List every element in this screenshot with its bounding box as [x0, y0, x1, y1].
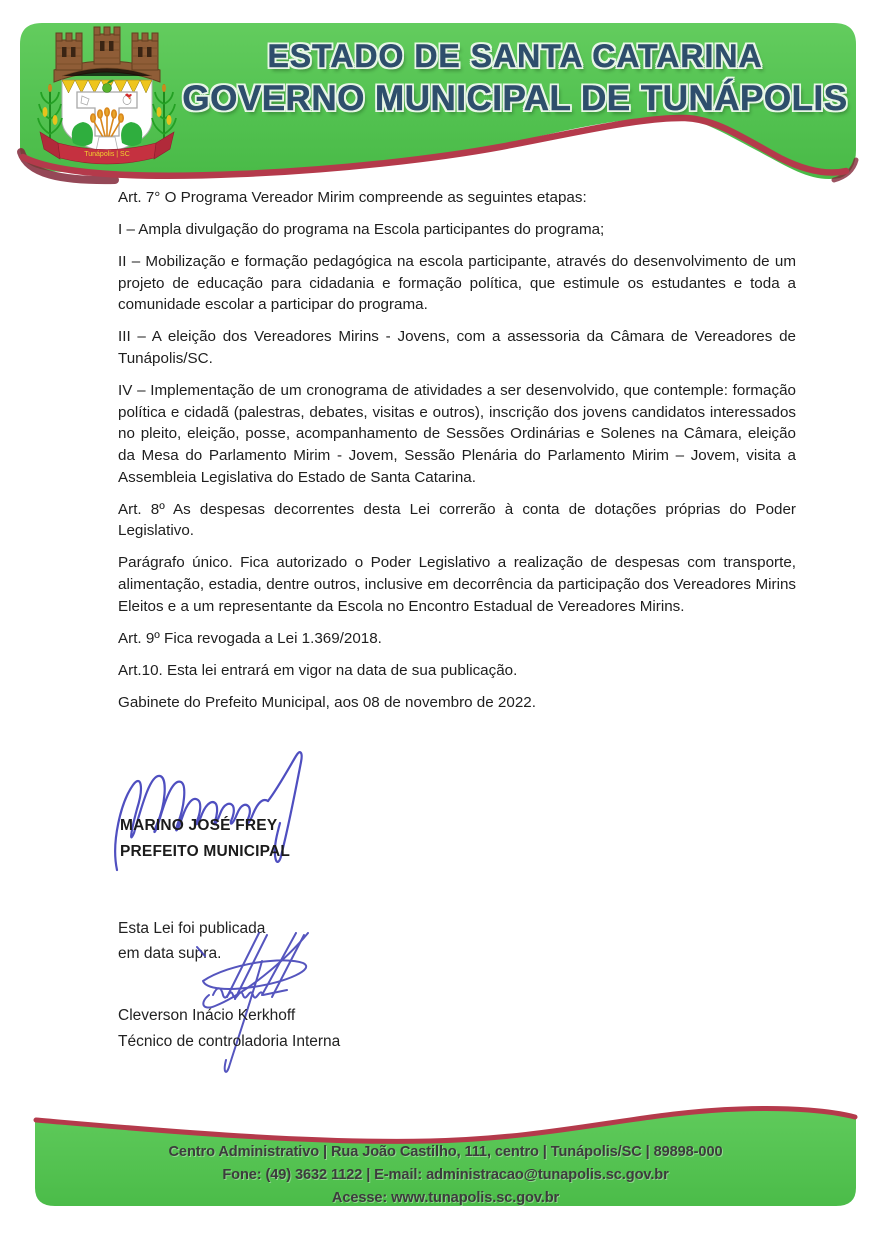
- controller-title: Técnico de controladoria Interna: [118, 1033, 341, 1050]
- publication-note-line2: em data supra.: [118, 944, 222, 962]
- law-paragraph-gabinete: Gabinete do Prefeito Municipal, aos 08 de novembro de 2022.: [118, 693, 536, 711]
- publication-note-line1: Esta Lei foi publicada: [118, 920, 266, 937]
- crest-ribbon-text: Tunápolis | SC: [84, 151, 130, 158]
- law-text-body: [118, 187, 796, 724]
- mayor-name: MARINO JOSÉ FREY: [120, 817, 278, 834]
- controller-signature-block: [118, 1003, 340, 1055]
- municipal-crest: [36, 24, 178, 166]
- law-paragraph-ii: II – Mobilização e formação pedagógica na escola participante, através do desenvolvimento de um projeto de educação para cidadania e formação política, que estimule os estudantes e toda a comunidade escolar a participar do programa.: [118, 253, 796, 314]
- law-paragraph-art10: Art.10. Esta lei entrará em vigor na data de sua publicação.: [118, 661, 518, 679]
- footer-address-line: Centro Administrativo | Rua João Castilho, 111, centro | Tunápolis/SC | 89898-000: [168, 1144, 723, 1160]
- footer-contact-info: [35, 1141, 856, 1210]
- law-paragraph-art7: Art. 7° O Programa Vereador Mirim compreende as seguintes etapas:: [118, 189, 587, 206]
- header-title-line1: ESTADO DE SANTA CATARINA: [267, 38, 763, 74]
- footer-phone-email-line: Fone: (49) 3632 1122 | E-mail: administracao@tunapolis.sc.gov.br: [222, 1167, 669, 1183]
- header-title-line2: GOVERNO MUNICIPAL DE TUNÁPOLIS: [182, 79, 848, 118]
- controller-name: Cleverson Inácio Kerkhoff: [118, 1007, 296, 1024]
- law-paragraph-unico: Parágrafo único. Fica autorizado o Poder Legislativo a realização de despesas com transporte, alimentação, estadia, dentre outros, inclusive em decorrência da participação dos Vereadores Mirins Eleitos e a um representante da Escola no Encontro Estadual de Vereadores Mirins.: [118, 554, 796, 615]
- law-paragraph-i: I – Ampla divulgação do programa na Escola participantes do programa;: [118, 221, 605, 239]
- mayor-title: PREFEITO MUNICIPAL: [120, 842, 291, 860]
- law-paragraph-art9: Art. 9º Fica revogada a Lei 1.369/2018.: [118, 629, 382, 647]
- law-paragraph-iii: III – A eleição dos Vereadores Mirins - Jovens, com a assessoria da Câmara de Vereadores de Tunápolis/SC.: [118, 328, 796, 368]
- header-title: [172, 36, 858, 120]
- mayor-signature-block: [120, 813, 290, 864]
- publication-note: [118, 917, 265, 966]
- pedestal: [96, 137, 118, 151]
- law-paragraph-art8: Art. 8º As despesas decorrentes desta Lei correrão à conta de dotações próprias do Poder Legislativo.: [118, 500, 796, 540]
- footer-website-line: Acesse: www.tunapolis.sc.gov.br: [331, 1190, 560, 1206]
- law-paragraph-iv: IV – Implementação de um cronograma de atividades a ser desenvolvido, que contemple: formação política e cidadã (palestras, debates, visitas e outros), inscrição dos jovens candidatos interessados no pleito, eleição, posse, acompanhamento de Sessões Ordinárias e Solenes na Câmara, eleição da Mesa do Parlamento Mirim - Jovem, Sessão Plenária do Parlamento Mirim – Jovem, visita a Assembleia Legislativa do Estado de Santa Catarina.: [118, 382, 796, 486]
